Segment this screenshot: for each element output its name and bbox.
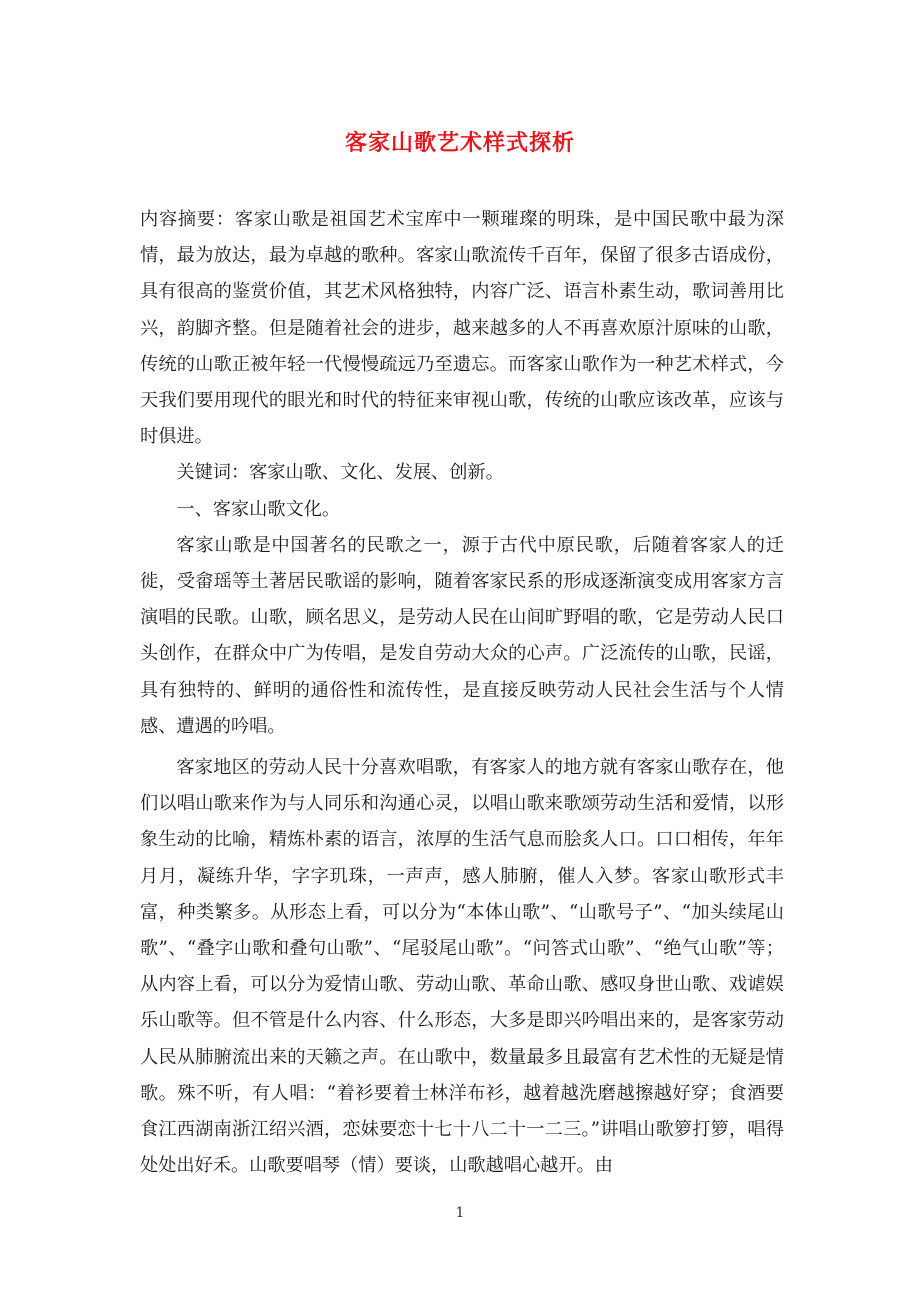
- body-paragraph: 客家山歌是中国著名的民歌之一，源于古代中原民歌，后随着客家人的迁徙，受畲瑶等土著居民歌谣的影响，随着客家民系的形成逐渐演变成用客家方言演唱的民歌。山歌，顾名思义，是劳动人民在山间旷野唱的歌，它是劳动人民口头创作，在群众中广为传唱，是发自劳动大众的心声。广泛流传的山歌，民谣，具有独特的、鲜明的通俗性和流传性，是直接反映劳动人民社会生活与个人情感、遭遇的吟唱。: [140, 534, 784, 737]
- keywords-line: 关键词：客家山歌、文化、发展、创新。: [176, 462, 504, 484]
- body-paragraph: 客家地区的劳动人民十分喜欢唱歌，有客家人的地方就有客家山歌存在，他们以唱山歌来作为与人同乐和沟通心灵，以唱山歌来歌颂劳动生活和爱情，以形象生动的比喻，精炼朴素的语言，浓厚的生活气息而脍炙人口。口口相传，年年月月，凝练升华，字字玑珠，一声声，感人肺腑，催人入梦。客家山歌形式丰富，种类繁多。从形态上看，可以分为“本体山歌”、“山歌号子”、“加头续尾山歌”、“叠字山歌和叠句山歌”、“尾驳尾山歌”。“问答式山歌”、“绝气山歌”等；从内容上看，可以分为爱情山歌、劳动山歌、革命山歌、感叹身世山歌、戏谑娱乐山歌等。但不管是什么内容、什么形态，大多是即兴吟唱出来的，是客家劳动人民从肺腑流出来的天籁之声。在山歌中，数量最多且最富有艺术性的无疑是情歌。殊不听，有人唱：“着衫要着士林洋布衫，越着越洗磨越擦越好穿；食酒要食江西湖南浙江绍兴酒，恋妹要恋十七十八二十一二三。”讲唱山歌箩打箩，唱得处处出好禾。山歌要唱琴（情）要谈，山歌越唱心越开。由: [140, 757, 784, 1177]
- document-title: 客家山歌艺术样式探析: [344, 130, 575, 156]
- page-number: 1: [455, 1205, 465, 1221]
- document-body: [140, 202, 784, 1184]
- section-heading: 一、客家山歌文化。: [176, 498, 341, 520]
- abstract-paragraph: 内容摘要：客家山歌是祖国艺术宝库中一颗璀璨的明珠，是中国民歌中最为深情，最为放达，最为卓越的歌种。客家山歌流传千百年，保留了很多古语成份，具有很高的鉴赏价值，其艺术风格独特，内容广泛、语言朴素生动，歌词善用比兴，韵脚齐整。但是随着社会的进步，越来越多的人不再喜欢原汁原味的山歌，传统的山歌正被年轻一代慢慢疏远乃至遗忘。而客家山歌作为一种艺术样式，今天我们要用现代的眼光和时代的特征来审视山歌，传统的山歌应该改革，应该与时俱进。: [140, 209, 784, 448]
